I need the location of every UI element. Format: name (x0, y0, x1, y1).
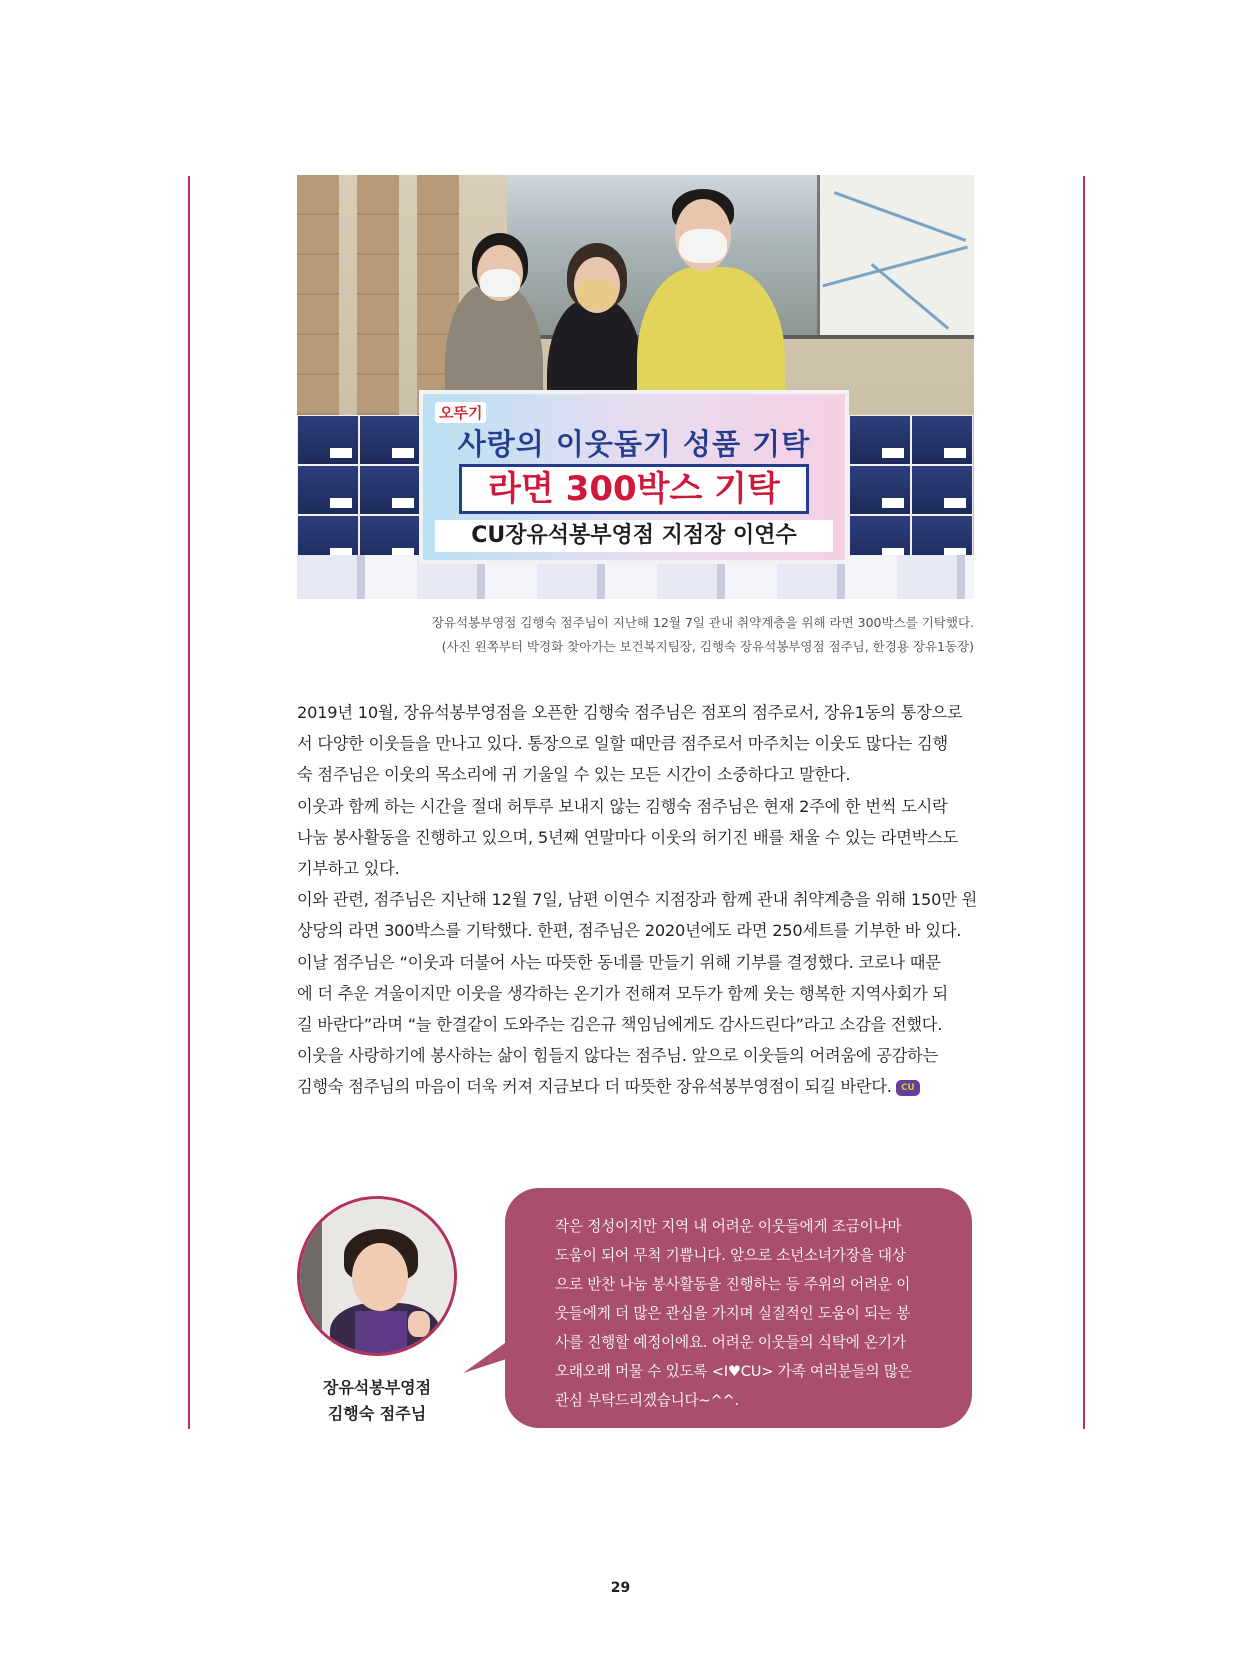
cu-end-badge-icon: CU (896, 1080, 920, 1096)
page-number: 29 (610, 1580, 631, 1596)
quote-line: 작은 정성이지만 지역 내 어려운 이웃들에게 조금이나마 (555, 1218, 902, 1235)
article-last-line (297, 1071, 977, 1102)
sign-donor: CU장유석봉부영점 지점장 이연수 (435, 520, 833, 552)
donation-sign (419, 390, 849, 564)
article-line: 이웃을 사랑하기에 봉사하는 삶이 힘들지 않다는 점주님. 앞으로 이웃들의 어려움에 공감하는 (297, 1046, 939, 1066)
quote-line: 웃들에게 더 많은 관심을 가지며 실질적인 도움이 되는 봉 (555, 1305, 911, 1322)
article-line: 나눔 봉사활동을 진행하고 있으며, 5년째 연말마다 이웃의 허기진 배를 채울 수 있는 라면박스도 (297, 827, 958, 847)
donation-photo (297, 175, 974, 599)
owner-name: 김행숙 점주님 (327, 1404, 427, 1423)
left-margin-rule (188, 176, 190, 1429)
quote-line: 사를 진행할 예정이에요. 어려운 이웃들의 식탁에 온기가 (555, 1334, 906, 1351)
quote-text (555, 1212, 955, 1415)
article-line: 이웃과 함께 하는 시간을 절대 허투루 보내지 않는 김행숙 점주님은 현재 2주에 한 번씩 도시락 (297, 796, 948, 816)
article-line: 이와 관련, 점주님은 지난해 12월 7일, 남편 이연수 지점장과 함께 관내 취약계층을 위해 150만 원 (297, 890, 978, 910)
article-line: 기부하고 있다. (297, 858, 400, 878)
photo-caption-line2: (사진 왼쪽부터 박경화 찾아가는 보건복지팀장, 김행숙 장유석봉부영점 점주님, 한경용 장유1동장) (441, 639, 974, 654)
sign-title: 사랑의 이웃돕기 성품 기탁 (457, 427, 811, 461)
article-line: 이날 점주님은 “이웃과 더불어 사는 따뜻한 동네를 만들기 위해 기부를 결정했다. 코로나 때문 (297, 952, 941, 972)
owner-store-name: 장유석봉부영점 (322, 1378, 432, 1397)
owner-portrait (297, 1196, 457, 1356)
article-line: 에 더 추운 겨울이지만 이웃을 생각하는 온기가 전해져 모두가 함께 웃는 행복한 지역사회가 되 (297, 983, 948, 1003)
article-line: 길 바란다”라며 “늘 한결같이 도와주는 김은규 책임님에게도 감사드린다”라고 소감을 전했다. (297, 1014, 943, 1034)
article-line: 2019년 10월, 장유석봉부영점을 오픈한 김행숙 점주님은 점포의 점주로서, 장유1동의 통장으로 (297, 703, 963, 722)
article-line: 숙 점주님은 이웃의 목소리에 귀 기울일 수 있는 모든 시간이 소중하다고 말한다. (297, 765, 851, 785)
photo-caption-line1: 장유석봉부영점 김행숙 점주님이 지난해 12월 7일 관내 취약계층을 위해 라면 300박스를 기탁했다. (431, 615, 974, 630)
right-margin-rule (1083, 176, 1085, 1429)
quote-line: 도움이 되어 무척 기쁩니다. 앞으로 소년소녀가장을 대상 (555, 1247, 906, 1264)
quote-line: 오래오래 머물 수 있도록 <I♥CU> 가족 여러분들의 많은 (555, 1363, 912, 1380)
sign-headline: 라면 300박스 기탁 (459, 464, 809, 514)
article-line: 서 다양한 이웃들을 만나고 있다. 통장으로 일할 때만큼 점주로서 마주치는 이웃도 많다는 김행 (297, 734, 948, 754)
article-line: 상당의 라면 300박스를 기탁했다. 한편, 점주님은 2020년에도 라면 250세트를 기부한 바 있다. (297, 921, 962, 941)
sign-brand-logo: 오뚜기 (435, 402, 486, 423)
quote-line: 관심 부탁드리겠습니다~^^. (555, 1392, 739, 1409)
quote-line: 으로 반찬 나눔 봉사활동을 진행하는 등 주위의 어려운 이 (555, 1276, 911, 1293)
article-line: 김행숙 점주님의 마음이 더욱 커져 지금보다 더 따뜻한 장유석봉부영점이 되길 바란다. (297, 1077, 892, 1097)
photo-wall-map (817, 175, 974, 335)
article-body (297, 697, 977, 1102)
